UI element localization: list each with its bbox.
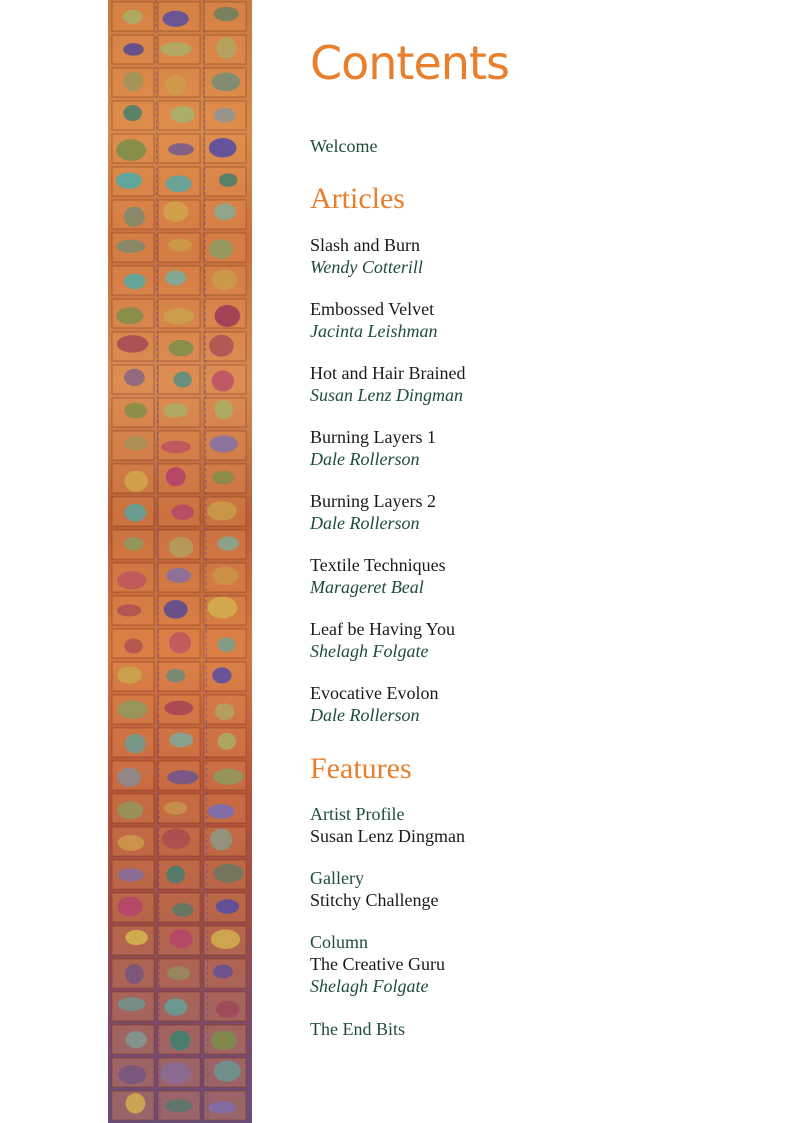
textile-patch [117, 700, 147, 719]
article-entry[interactable] [310, 490, 436, 534]
article-entry[interactable] [310, 234, 423, 278]
textile-patch [164, 802, 187, 815]
textile-patch [164, 998, 187, 1015]
textile-patch [207, 501, 237, 520]
article-title: Textile Techniques [310, 555, 446, 575]
textile-patch [214, 7, 239, 21]
feature-entry[interactable] [310, 1018, 405, 1040]
textile-patch [161, 441, 191, 453]
textile-patch [117, 801, 143, 819]
textile-patch [170, 1030, 191, 1050]
textile-patch [166, 669, 185, 682]
textile-patch [211, 930, 240, 950]
textile-patch [118, 1065, 146, 1084]
article-title: Slash and Burn [310, 235, 420, 255]
textile-patch [217, 638, 235, 652]
textile-patch [168, 238, 192, 251]
welcome-link[interactable]: Welcome [310, 136, 378, 156]
textile-patch [217, 536, 238, 550]
article-entry[interactable] [310, 298, 438, 342]
textile-patch [124, 537, 143, 550]
textile-patch [216, 37, 236, 59]
article-author: Marageret Beal [310, 577, 424, 597]
feature-category: The End Bits [310, 1019, 405, 1039]
textile-patch [116, 139, 146, 161]
article-title: Embossed Velvet [310, 299, 435, 319]
textile-patch [124, 436, 148, 450]
textile-patch [165, 270, 186, 285]
textile-patch [124, 207, 145, 227]
textile-patch [173, 372, 191, 388]
textile-patch [116, 307, 143, 324]
feature-category: Artist Profile [310, 804, 405, 824]
textile-patch [213, 965, 233, 979]
textile-patch [214, 108, 236, 122]
feature-entry[interactable] [310, 867, 438, 911]
feature-title: The Creative Guru [310, 954, 445, 974]
article-author: Shelagh Folgate [310, 641, 429, 661]
textile-patch [123, 105, 142, 121]
article-title: Evocative Evolon [310, 683, 439, 703]
textile-patch [209, 239, 233, 258]
article-entry[interactable] [310, 362, 465, 406]
textile-patch [216, 1001, 240, 1018]
article-entry[interactable] [310, 682, 438, 726]
textile-patch [171, 504, 194, 519]
textile-patch [213, 864, 243, 883]
textile-patch [117, 571, 146, 589]
textile-patch [210, 435, 238, 452]
textile-patch [163, 201, 189, 221]
textile-patch [117, 335, 149, 353]
textile-patch [118, 897, 143, 917]
textile-patch [208, 804, 235, 818]
textile-patch [116, 172, 142, 188]
article-title: Burning Layers 2 [310, 491, 436, 511]
textile-patch [170, 929, 193, 948]
textile-patch [166, 568, 191, 583]
page-title: Contents [310, 36, 509, 90]
article-entry[interactable] [310, 554, 446, 598]
textile-patch [212, 269, 238, 290]
textile-patch [163, 403, 188, 418]
textile-patch [214, 305, 240, 327]
textile-patch [163, 308, 193, 324]
textile-patch [207, 597, 237, 619]
textile-patch [169, 732, 193, 747]
textile-patch [124, 504, 146, 522]
feature-entry[interactable] [310, 931, 445, 997]
textile-strip-image [108, 0, 252, 1123]
textile-patch [117, 604, 141, 616]
textile-patch [164, 701, 193, 716]
article-author: Susan Lenz Dingman [310, 385, 464, 405]
textile-patch [216, 899, 239, 913]
textile-patch [167, 866, 185, 884]
features-heading: Features [310, 752, 412, 785]
textile-patch [169, 537, 193, 558]
textile-patch [118, 868, 145, 881]
textile-patch [215, 703, 234, 720]
textile-patch [213, 769, 243, 785]
textile-patch [219, 173, 237, 187]
feature-entry[interactable] [310, 803, 465, 847]
feature-title: Susan Lenz Dingman [310, 826, 465, 846]
textile-patch [117, 666, 142, 683]
textile-patch [167, 966, 190, 979]
article-title: Burning Layers 1 [310, 427, 436, 447]
textile-patch [218, 733, 236, 750]
article-author: Wendy Cotterill [310, 257, 423, 277]
textile-patch [172, 903, 193, 917]
textile-patch [116, 240, 145, 253]
textile-patch [209, 335, 234, 357]
textile-patch [168, 340, 193, 356]
textile-patch [169, 632, 191, 653]
article-title: Hot and Hair Brained [310, 363, 466, 383]
feature-category: Column [310, 932, 369, 952]
textile-patch [124, 470, 147, 491]
textile-patch [125, 964, 144, 984]
textile-patch [214, 203, 236, 220]
textile-patch [212, 471, 234, 485]
textile-patch [160, 42, 191, 56]
textile-patch [212, 73, 241, 92]
article-entry[interactable] [310, 426, 436, 470]
textile-patch [165, 75, 186, 96]
textile-patch [126, 1093, 146, 1113]
textile-patch [166, 175, 192, 192]
textile-patch [212, 566, 238, 585]
feature-author: Shelagh Folgate [310, 976, 429, 996]
article-author: Dale Rollerson [310, 705, 420, 725]
textile-patch [126, 1031, 147, 1048]
textile-patch [124, 402, 147, 418]
article-author: Dale Rollerson [310, 513, 420, 533]
articles-heading: Articles [310, 182, 405, 215]
textile-patch [168, 143, 194, 155]
textile-patch [163, 11, 189, 27]
textile-patch [210, 829, 232, 851]
textile-patch [123, 43, 143, 56]
textile-patch [212, 370, 234, 391]
textile-patch [167, 770, 198, 784]
textile-patch [212, 667, 231, 683]
textile-patch [171, 106, 195, 123]
textile-patch [124, 274, 146, 290]
textile-patch [166, 467, 186, 486]
textile-patch [123, 72, 143, 92]
textile-patch [118, 997, 146, 1011]
textile-patch [164, 600, 188, 619]
textile-patch [208, 1101, 235, 1113]
textile-patch [209, 138, 237, 157]
feature-title: Stitchy Challenge [310, 890, 439, 910]
textile-patch [162, 828, 190, 849]
textile-patch [117, 835, 144, 851]
textile-patch [124, 369, 145, 386]
textile-patch [117, 768, 141, 787]
article-author: Jacinta Leishman [310, 321, 438, 341]
textile-patch [125, 734, 146, 753]
article-title: Leaf be Having You [310, 619, 455, 639]
textile-patch [214, 1061, 241, 1082]
textile-patch [211, 1031, 237, 1051]
textile-patch [214, 400, 233, 419]
article-entry[interactable] [310, 618, 455, 662]
textile-patch [125, 930, 147, 945]
feature-category: Gallery [310, 868, 364, 888]
textile-patch [124, 638, 142, 653]
textile-patch [160, 1062, 192, 1084]
textile-patch [165, 1099, 192, 1112]
textile-patch [123, 10, 143, 24]
article-author: Dale Rollerson [310, 449, 420, 469]
